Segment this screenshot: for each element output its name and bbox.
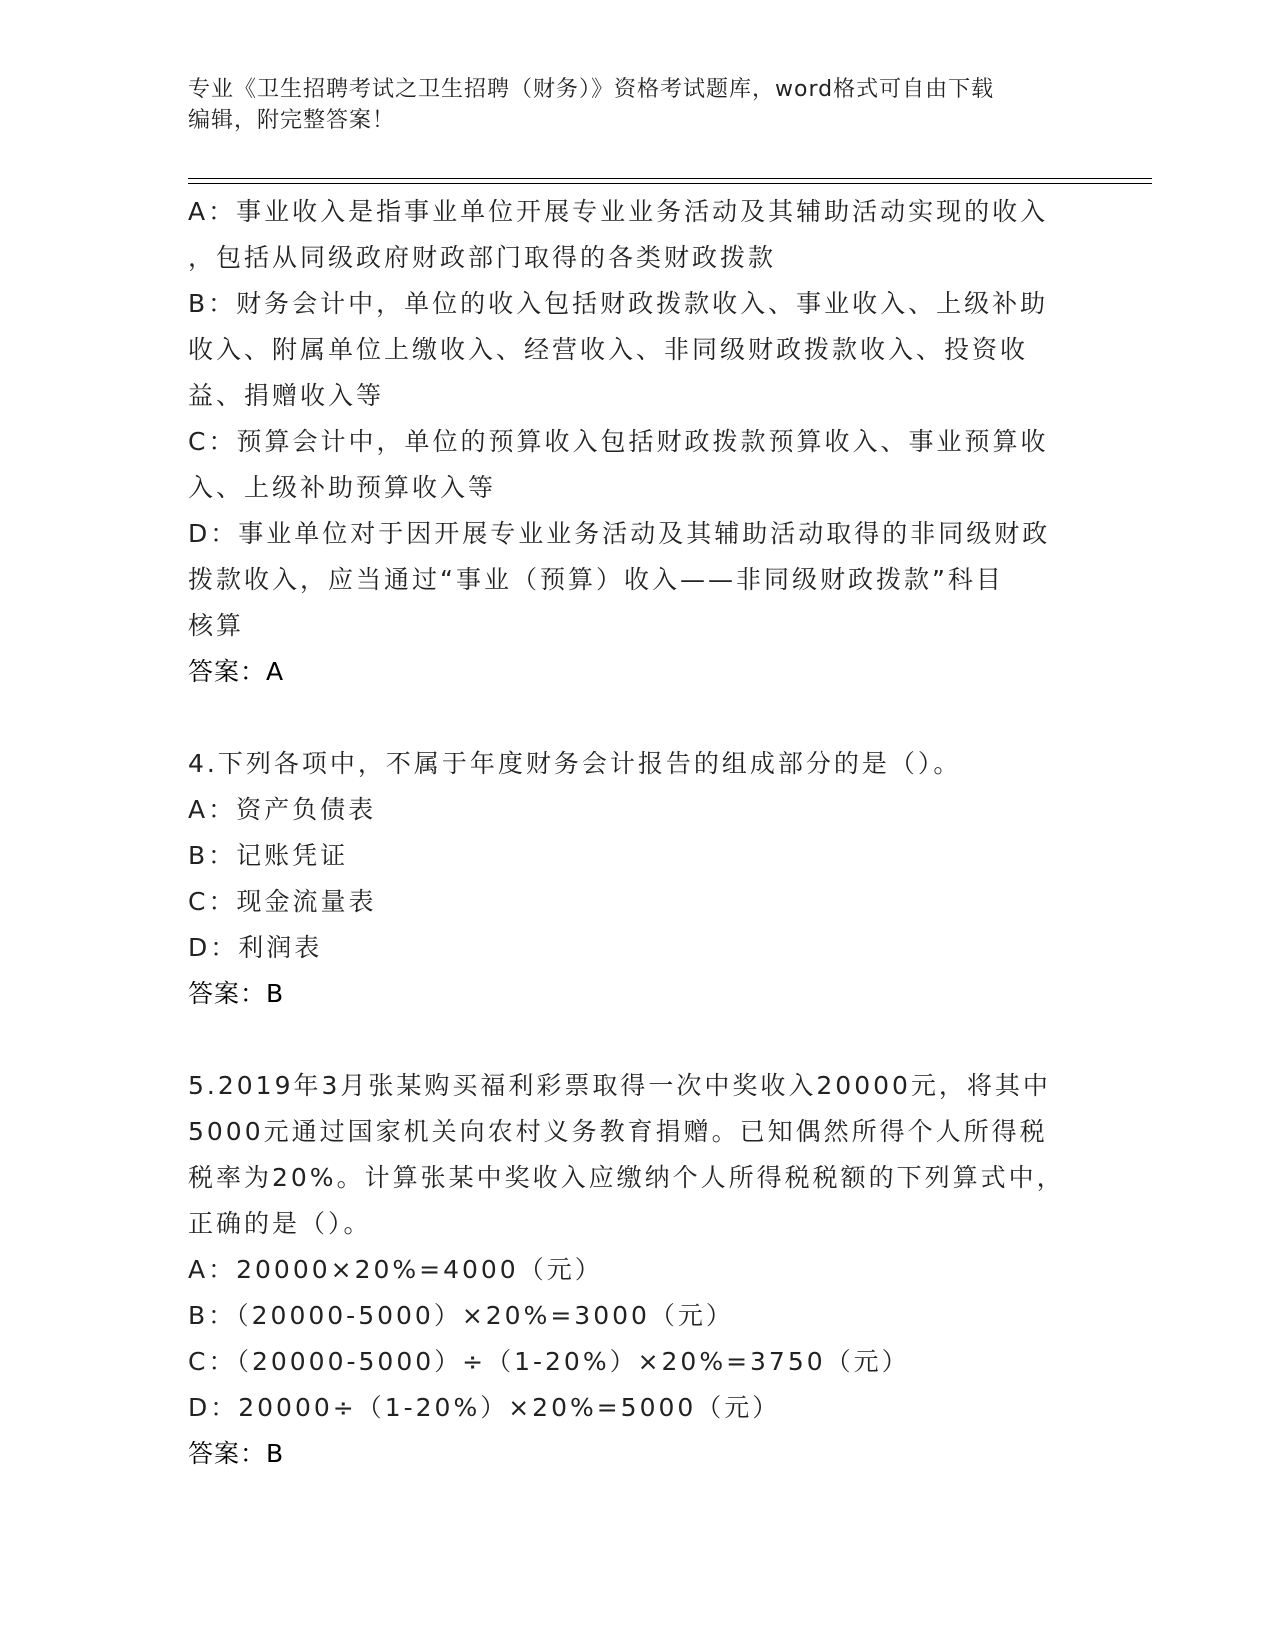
q4-option-a: A：资产负债表 — [188, 795, 377, 824]
document-body — [188, 189, 1088, 1477]
document-header — [188, 74, 1068, 136]
q5-option-c: C：（20000-5000）÷（1-20%）×20%=3750（元） — [188, 1347, 910, 1376]
q3-option-b-line-1: B：财务会计中，单位的收入包括财政拨款收入、事业收入、上级补助 — [188, 289, 1049, 318]
spacer — [188, 1017, 1088, 1063]
q3-option-d-line-2: 拨款收入，应当通过“事业（预算）收入——非同级财政拨款”科目 — [188, 565, 1004, 594]
q4-option-b: B：记账凭证 — [188, 841, 349, 870]
q3-option-d-line-1: D：事业单位对于因开展专业业务活动及其辅助活动取得的非同级财政 — [188, 519, 1051, 548]
question-3 — [188, 189, 1088, 695]
q3-option-b-line-3: 益、捐赠收入等 — [188, 381, 385, 410]
header-divider-top — [188, 178, 1152, 179]
q5-question-line-1: 5.2019年3月张某购买福利彩票取得一次中奖收入20000元，将其中 — [188, 1071, 1051, 1100]
q3-option-a-line-2: ，包括从同级政府财政部门取得的各类财政拨款 — [188, 243, 777, 272]
q5-question-line-2: 5000元通过国家机关向农村义务教育捐赠。已知偶然所得个人所得税 — [188, 1117, 1048, 1146]
header-divider-bottom — [188, 183, 1152, 184]
q4-answer: 答案：B — [188, 979, 285, 1008]
q3-answer: 答案：A — [188, 657, 285, 686]
q5-question-line-3: 税率为20%。计算张某中奖收入应缴纳个人所得税税额的下列算式中， — [188, 1163, 1065, 1192]
spacer — [188, 695, 1088, 741]
q3-option-d-line-3: 核算 — [188, 611, 245, 640]
q5-option-b: B：（20000-5000）×20%=3000（元） — [188, 1301, 734, 1330]
question-4 — [188, 741, 1088, 1017]
q4-option-d: D：利润表 — [188, 933, 323, 962]
q4-option-c: C：现金流量表 — [188, 887, 377, 916]
q5-question-line-4: 正确的是（）。 — [188, 1209, 372, 1238]
q3-option-a-line-1: A：事业收入是指事业单位开展专业业务活动及其辅助活动实现的收入 — [188, 197, 1049, 226]
q3-option-b-line-2: 收入、附属单位上缴收入、经营收入、非同级财政拨款收入、投资收 — [188, 335, 1029, 364]
q5-answer: 答案：B — [188, 1439, 285, 1468]
header-line-2: 编辑，附完整答案！ — [188, 108, 396, 133]
q3-option-c-line-2: 入、上级补助预算收入等 — [188, 473, 497, 502]
question-5 — [188, 1063, 1088, 1477]
q5-option-a: A：20000×20%=4000（元） — [188, 1255, 603, 1284]
q4-question: 4.下列各项中，不属于年度财务会计报告的组成部分的是（）。 — [188, 749, 962, 778]
q3-option-c-line-1: C：预算会计中，单位的预算收入包括财政拨款预算收入、事业预算收 — [188, 427, 1049, 456]
q5-option-d: D：20000÷（1-20%）×20%=5000（元） — [188, 1393, 781, 1422]
header-line-1: 专业《卫生招聘考试之卫生招聘（财务）》资格考试题库，word格式可自由下载 — [188, 77, 995, 102]
